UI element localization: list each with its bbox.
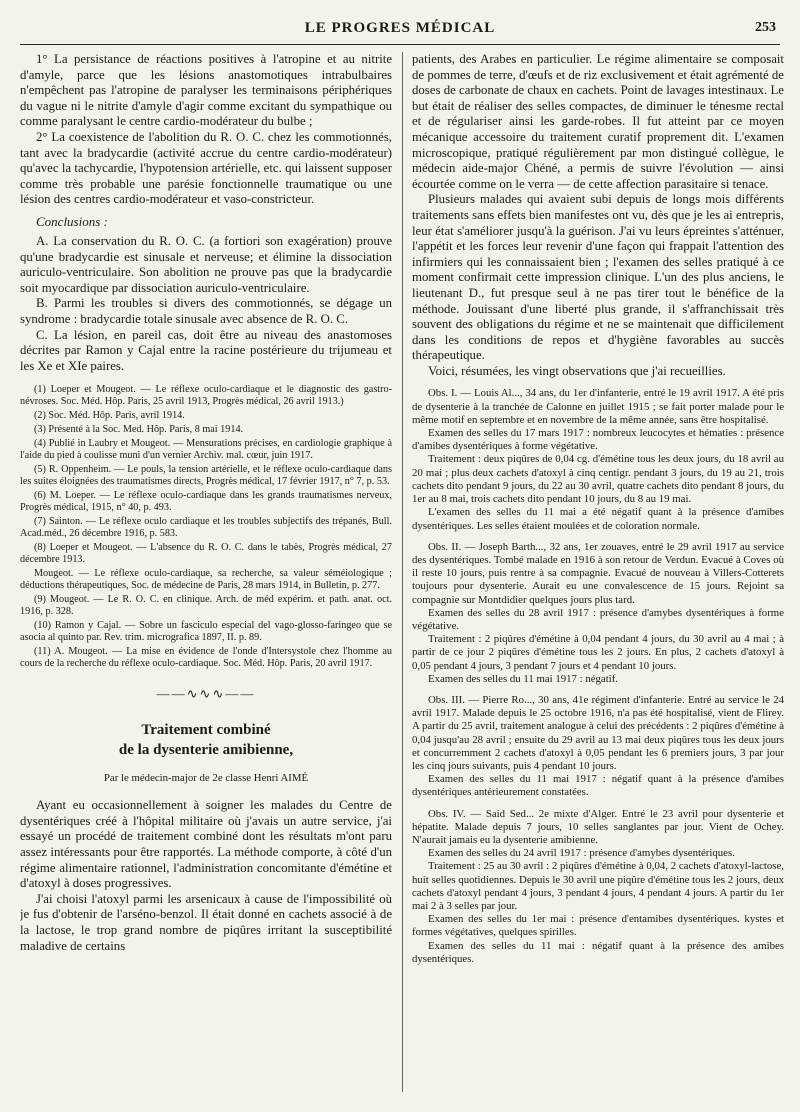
article-paragraph-4: Plusieurs malades qui avaient subi depuis de longs mois différents traitements sans effets bien manifestes ont vu, dès que je les ai entrepris, leur état s'améliorer jusqu'à la guérison. J'ai vu leurs épreintes s'atténuer, l'appétit et les forces leur revenir d'une façon qui frappait l'attention des infirmiers qui les connaissaient bien ; l'examen des selles pratiqué à ce moment confirmait cette impression clinique. L'un des plus anciens, le lieutenant D., fut presque seul à ne pas tirer tout le bénéfice de la méthode. Jouissant d'une liberté plus grande, il s'affranchissait très souvent des obligations du régime et ne se maintenait que difficilement dans les conditions de repos et d'hygiène favorables au succès thérapeutique. (412, 192, 784, 363)
paragraph-point-2: 2° La coexistence de l'abolition du R. O. C. chez les commotionnés, tant avec la bradycardie (activité accrue du centre cardio-modérateur) qu'avec la tachycardie, l'hypotension artérielle, etc. qui laissent supposer comme très probable une parésie fonctionnelle traumatique ou une lésion des centres cardio-modérateur et vaso-constricteur. (20, 129, 392, 207)
page-number: 253 (755, 20, 776, 35)
footnote: (2) Soc. Méd. Hôp. Paris, avril 1914. (34, 410, 185, 422)
footnotes (20, 384, 392, 670)
observation-text: Traitement : 25 au 30 avril : 2 piqûres d'émétine à 0,04, 2 cachets d'atoxyl-lactose, huit selles quotidiennes. Depuis le 30 avril une piqûre d'émétine tous les 2 jours, deux cachets d'atoxyl pendant 4 jours, 3 pendant 4 jours, 4 pendant 4 jours. A partir du 1er mai 2 à 3 selles par jour. (412, 860, 784, 912)
observation-text: Examen des selles du 1er mai : présence d'entamibes dysentériques. kystes et formes végétatives, quelques spirilles. (412, 913, 784, 939)
conclusions-heading: Conclusions : (36, 213, 108, 229)
observation-text: Obs. IV. — Said Sed... 2e mixte d'Alger. Entré le 23 avril pour dysenterie et hépatite. Malade depuis 7 jours, 10 selles sanglantes par jour. Vient de Ochey. N'aurait jamais eu la dysenterie amibienne. (412, 807, 784, 846)
footnote: Mougeot. — Le réflexe oculo-cardiaque, sa recherche, sa valeur séméiologique ; déductions thérapeutiques, Soc. de médecine de Paris, 28 mars 1914, in Bulletin, p. 277. (20, 568, 392, 592)
observation-text: Obs. I. — Louis Al..., 34 ans, du 1er d'infanterie, entré le 19 avril 1917. A été pris de dysenterie à la tranchée de Calonne en juillet 1915 ; se fait porter malade pour le même motif en septembre et en novembre de la même année, sans être hospitalisé. (412, 387, 784, 426)
article-paragraph-2: J'ai choisi l'atoxyl parmi les arsenicaux à cause de l'impossibilité où je fus d'obtenir de l'arséno-benzol. Il était donné en cachets associé à de la lactose, le trop grand nombre de piqûres irritant la susceptibilité maladive de certains (20, 891, 392, 953)
observation-text: L'examen des selles du 11 mai a été négatif quant à la présence d'amibes dysentériques. Les selles étaient moulées et de coloration normale. (412, 506, 784, 532)
observation-text: Examen des selles du 11 mai : négatif quant à la présence des amibes dysentériques. (412, 939, 784, 965)
article-paragraph-3: patients, des Arabes en particulier. Le régime alimentaire se composait de pommes de terre, d'œufs et de riz exclusivement et était agrémenté de doses de carbonate de chaux en cachets. Point de lavages intestinaux. Le but était de réaliser des selles compactes, de diminuer le ténesme rectal et de régulariser ainsi les garde-robes. Il fut atteint par ce moyen mécanique accessoire du traitement curatif proprement dit. L'examen microscopique, pratiqué régulièrement par mon distingué collègue, le médecin aide-major Chéné, a permis de suivre l'évolution — ainsi écourtée comme on le verra — de cette affection parasitaire si tenace. (412, 52, 784, 191)
footnote: (5) R. Oppenheim. — Le pouls, la tension artérielle, et le réflexe oculo-cardiaque dans les suites éloignées des traumatismes directs, Progrès médical, 17 février 1917, n° 7, p. 53. (20, 464, 392, 488)
observation-text: Traitement : deux piqûres de 0,04 cg. d'émétine tous les deux jours, du 18 avril au 20 mai ; plus deux cachets d'atoxyl à cinq centigr. pendant 3 jours, du 19 au 21, trois cachets dito pendant 9 jours, du 22 au 30 avril, quatre cachets dito pendant 8 jours, du 1er au 8 mai, trois cachets dito pendant 10 jours, du 8 au 19 mai. (412, 453, 784, 506)
footnote: (1) Loeper et Mougeot. — Le réflexe oculo-cardiaque et le diagnostic des gastro-névroses. Soc. Méd. Hôp. Paris, 25 avril 1913, Progrès médical, 26 avril 1913.) (20, 384, 392, 408)
article-title-line-2: de la dysenterie amibienne, (118, 742, 294, 759)
footnote: (3) Présenté à la Soc. Med. Hôp. Paris, 8 mai 1914. (34, 424, 244, 436)
observation-1 (412, 387, 784, 532)
running-header (20, 18, 780, 45)
observation-text: Obs. II. — Joseph Barth..., 32 ans, 1er zouaves, entré le 29 avril 1917 au service des dysentériques. Tombé malade en 1916 à son retour de Verdun. Evacué à Coves où il reste 10 jours, puis rentre à sa compagnie. Evacué de nouveau à Villers-Cotterets toujours pour dysenterie. Aurait eu une convalescence de 15 jours. Rejoint sa compagnie sur Montdidier quelques jours plus tard. (412, 540, 784, 606)
article-paragraph-1: Ayant eu occasionnellement à soigner les malades du Centre de dysentériques créé à l'hôpital militaire où j'avais un autre service, j'ai essayé un procédé de traitement combiné dont les résultats m'ont paru assez intéressants pour être rapportés. La méthode comporte, à côté d'un régime alimentaire rationnel, l'administration concomitante d'émétine et d'atoxyl à doses progressives. (20, 798, 392, 891)
article-title-line-1: Traitement combiné (141, 722, 271, 739)
observation-2 (412, 541, 784, 686)
column-divider (402, 52, 403, 1092)
observation-4 (412, 808, 784, 966)
conclusion-c: C. La lésion, en pareil cas, doit être au niveau des anastomoses décrites par Ramon y Cajal entre la racine postérieure du trijumeau et les Xe et XIe paires. (20, 327, 392, 373)
footnote: (11) A. Mougeot. — La mise en évidence de l'onde d'Intersystole chez l'homme au cours de la recherche du réflexe oculo-cardiaque. Soc. Méd. Hôp. Paris, 20 avril 1917. (20, 646, 392, 670)
footnote: (4) Publié in Laubry et Mougeot. — Mensurations précises, en cardiologie graphique à l'aide du pied à coulisse muni d'un vernier Archiv. mal. cœur, juin 1917. (20, 438, 392, 462)
footnote: (6) M. Loeper. — Le réflexe oculo-cardiaque dans les grands traumatismes nerveux, Progrès médical, 1915, n° 40, p. 493. (20, 490, 392, 514)
conclusion-b: B. Parmi les troubles si divers des commotionnés, se dégage un syndrome : bradycardie totale sinusale avec absence de R. O. C. (20, 296, 392, 326)
observation-text: Examen des selles du 24 avril 1917 : présence d'amybes dysentériques. (428, 847, 735, 860)
observation-text: Examen des selles du 11 mai 1917 : négatif. (428, 672, 618, 685)
conclusion-a: A. La conservation du R. O. C. (a fortiori son exagération) prouve qu'une bradycardie est sinusale et nerveuse; et élimine la dissociation auriculo-ventriculaire. Son abolition ne prouve pas que la bradycardie soit myocardique par dissociation auriculo-ventriculaire. (20, 233, 392, 295)
observation-text: Traitement : 2 piqûres d'émétine à 0,04 pendant 4 jours, du 30 avril au 4 mai ; à partir de ce jour 2 piqûres d'émétine tous les 2 jours. En plus, 2 cachets d'atoxyl à 0,05 pendant 4 jours, 3 pendant 7 jours et 4 pendant 10 jours. (412, 633, 784, 672)
article-byline: Par le médecin-major de 2e classe Henri AIMÉ (103, 772, 309, 785)
observation-text: Examen des selles du 11 mai 1917 : négatif quant à la présence d'amibes dysentériques antérieurement constatées. (412, 773, 784, 799)
observation-text: Examen des selles du 28 avril 1917 : présence d'amybes dysentériques à forme végétative. (412, 606, 784, 632)
observation-text: Examen des selles du 17 mars 1917 : nombreux leucocytes et hématies : présence d'amibes dysentériques à forme végétative. (412, 427, 784, 453)
paragraph-point-1: 1° La persistance de réactions positives à l'atropine et au nitrite d'amyle, parce que les lésions anastomotiques intrabulbaires n'empêchent pas l'atropine de paralyser les terminaisons périphériques du vague ni le nitrite d'amyle d'agir comme excitant du sympathique ou comme paralysant le centre cardio-modérateur du bulbe ; (20, 52, 392, 129)
footnote: (9) Mougeot. — Le R. O. C. en clinique. Arch. de méd expérim. et path. anat. oct. 1916, p. 328. (20, 594, 392, 618)
observation-3 (412, 694, 784, 800)
observation-text: Obs. III. — Pierre Ro..., 30 ans, 41e régiment d'infanterie. Entré au service le 24 avril 1917. Malade depuis le 25 octobre 1916, n'a pas été hospitalisé, vient de Flirey. A partir du 25 avril, traitement analogue à celui des précédents : 2 piqûres d'émétine à 0,04 jusqu'au 28 avril ; ensuite du 29 avril au 13 mai deux piqûres tous les deux jours et concurremment 2 cachets d'atoxyl à 0,05 pendant les 6 premiers jours, 3 par jour les cinq jours suivants, puis 4 pendant 10 jours. (412, 693, 784, 772)
footnote: (8) Loeper et Mougeot. — L'absence du R. O. C. dans le tabès, Progrès médical, 27 décembre 1913. (20, 542, 392, 566)
article-title (20, 720, 392, 760)
journal-title: LE PROGRES MÉDICAL (304, 20, 496, 36)
article-paragraph-5: Voici, résumées, les vingt observations que j'ai recueillies. (428, 363, 726, 378)
right-column (412, 52, 784, 966)
section-ornament: ——∿∿∿—— (156, 686, 256, 702)
footnote: (7) Sainton. — Le réflexe oculo cardiaque et les troubles subjectifs des trépanés, Bull. Acad.méd., 26 décembre 1916, p. 583. (20, 516, 392, 540)
footnote: (10) Ramon y Cajal. — Sobre un fasciculo especial del vago-glosso-faringeo que se asocia al quinto par. Rev. trim. micrografica 1897, II. p. 89. (20, 620, 392, 644)
left-column (20, 52, 392, 954)
